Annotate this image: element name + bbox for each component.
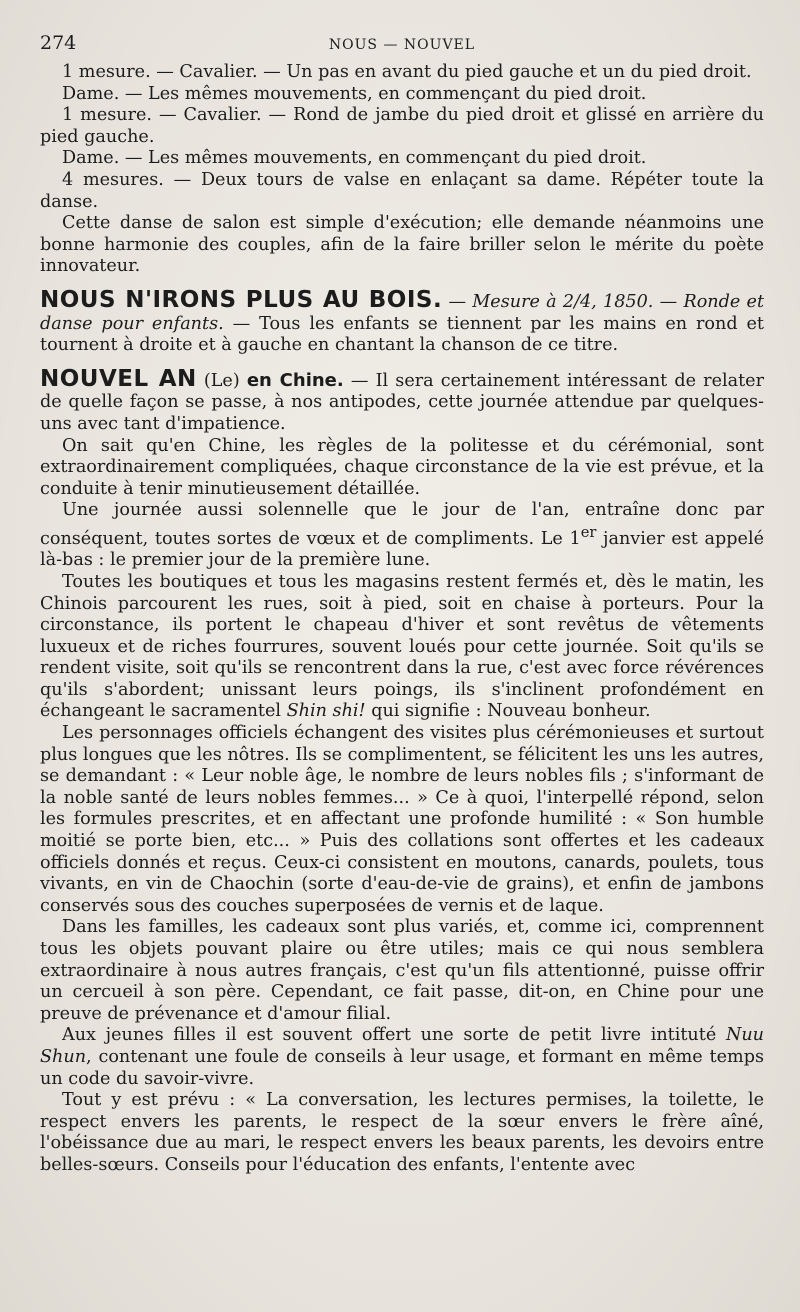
paragraph: Aux jeunes filles il est souvent offert une sorte de petit livre intituté Nuu Shun, contenant une foule de conseils à leur usage, et formant en même temps un code du savoir-vivre.: [40, 1025, 764, 1089]
entry-subheading: en Chine.: [246, 369, 344, 391]
paragraph: Dans les familles, les cadeaux sont plus variés, et, comme ici, comprennent tous les objets pouvant plaire ou être utiles; mais ce qui nous semblera extraordinaire à nous autres français, c'est qu'un fils attentionné, puisse offrir un cercueil à son père. Cependant, ce fait passe, dit-on, en Chine pour une preuve de prévenance et d'amour filial.: [40, 917, 764, 1024]
entry-description: Ronde et danse pour enfants.: [40, 291, 765, 334]
paragraph: Dame. — Les mêmes mouvements, en commençant du pied droit.: [62, 148, 647, 169]
entry-nous-nirons-plus-au-bois: [40, 286, 765, 357]
page-header: [40, 32, 764, 56]
paragraph: On sait qu'en Chine, les règles de la politesse et du cérémonial, sont extraordinairement compliquées, chaque circonstance de la vie est prévue, et la conduite à tenir minutieusement détaillée.: [40, 435, 764, 499]
paragraph: Cette danse de salon est simple d'exécution; elle demande néanmoins une bonne harmonie des couples, afin de la faire briller selon le mérite du poète innovateur.: [40, 213, 764, 277]
paragraph: Toutes les boutiques et tous les magasins restent fermés et, dès le matin, les Chinois parcourent les rues, soit à pied, soit en chaise à porteurs. Pour la circonstance, ils portent le chapeau d'hiver et sont revêtus de vêtements luxueux et de riches fourrures, souvent loués pour cette journée. Soit qu'ils se rendent visite, soit qu'ils se rencontrent dans la rue, c'est avec force révérences qu'ils s'abordent; unissant leurs poings, ils s'inclinent profondément en échangeant le sacramentel Shin shi! qui signifie : Nouveau bonheur.: [40, 571, 764, 722]
paragraph: Tout y est prévu : « La conversation, les lectures permises, la toilette, le respect envers les parents, le respect de la sœur envers le frère aîné, l'obéissance due au mari, le respect envers les beaux parents, les devoirs entre belles-sœurs. Conseils pour l'éducation des enfants, l'entente avec: [40, 1090, 764, 1175]
paragraph: Les personnages officiels échangent des visites plus cérémonieuses et surtout plus longues que les nôtres. Ils se complimentent, se félicitent les uns les autres, se demandant : « Leur noble âge, le nombre de leurs nobles fils ; s'informant de la noble santé de leurs nobles femmes... » Ce à quoi, l'interpellé répond, selon les formules prescrites, et en affectant une profonde humilité : « Son humble moitié se porte bien, etc... » Puis des collations sont offertes et les cadeaux officiels donnés et reçus. Ceux-ci consistent en moutons, canards, poulets, tous vivants, en vin de Chaochin (sorte d'eau-de-vie de grains), et enfin de jambons conservés sous des couches superposées de vernis et de laque.: [40, 723, 764, 916]
entry-nouvel-an: [40, 365, 764, 436]
page-number: 274: [40, 32, 77, 54]
paragraph: NOUVEL AN (Le) en Chine. — Il sera certainement intéressant de relater de quelle façon se passe, à nos antipodes, cette journée attendue par quelques-uns avec tant d'impatience.: [40, 365, 764, 434]
entry-meta: Mesure à 2/4, 1850.: [472, 291, 654, 312]
paragraph: Dame. — Les mêmes mouvements, en commençant du pied droit.: [62, 83, 647, 104]
entry-headword: NOUS N'IRONS PLUS AU BOIS.: [40, 286, 443, 313]
page-content: [40, 62, 764, 1177]
paragraph: 4 mesures. — Deux tours de valse en enlaçant sa dame. Répéter toute la danse.: [40, 169, 764, 212]
paragraph: 1 mesure. — Cavalier. — Un pas en avant du pied gauche et un du pied droit.: [62, 62, 752, 82]
paragraph: NOUS N'IRONS PLUS AU BOIS. — Mesure à 2/4, 1850. — Ronde et danse pour enfants. — Tous les enfants se tiennent par les mains en rond et tournent à droite et à gauche en chantant la chanson de ce titre.: [40, 286, 765, 356]
paragraph: 1 mesure. — Cavalier. — Rond de jambe du pied droit et glissé en arrière du pied gauche.: [40, 105, 764, 147]
entry-headword: NOUVEL AN: [40, 365, 197, 392]
running-head: NOUS — NOUVEL: [328, 37, 476, 53]
paragraph: Une journée aussi solennelle que le jour de l'an, entraîne donc par conséquent, toutes sortes de vœux et de compliments. Le 1er janvier est appelé là-bas : le premier jour de la première lune.: [40, 500, 764, 571]
